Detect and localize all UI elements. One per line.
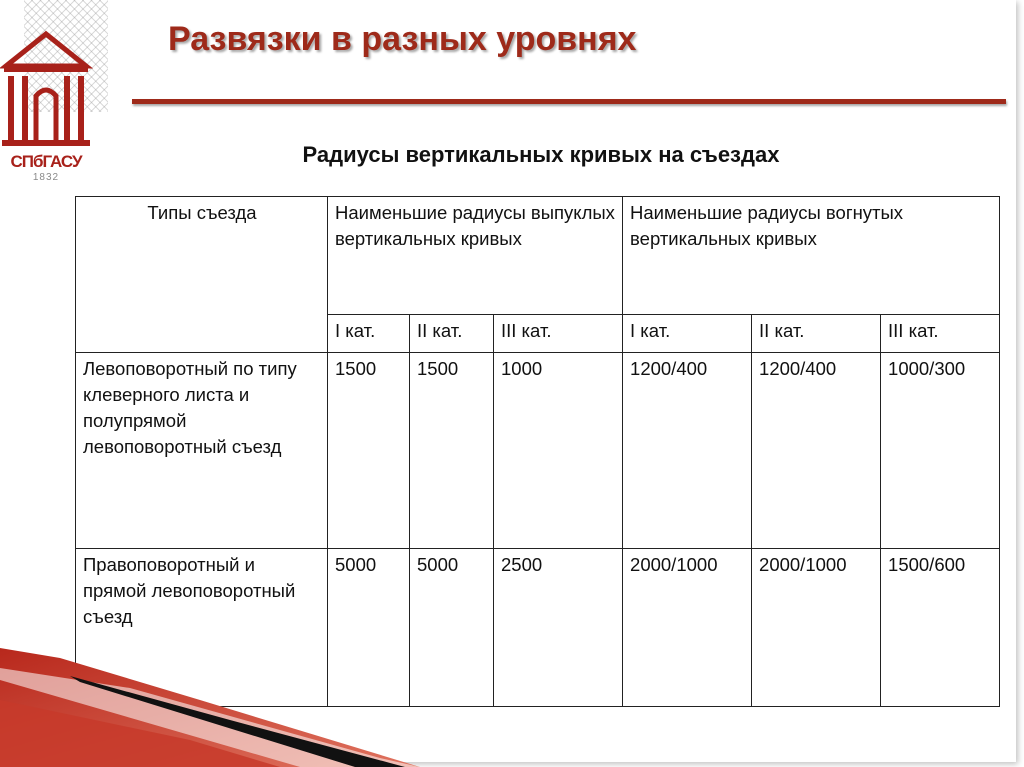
value-cell: 1500 (410, 353, 494, 549)
category-cell: I кат. (623, 315, 752, 353)
category-cell: III кат. (881, 315, 1000, 353)
value-cell: 5000 (410, 549, 494, 707)
category-cell: II кат. (752, 315, 881, 353)
row-type-cell: Левоповоротный по типу клеверного листа и полупрямой левоповоротный съезд (76, 353, 328, 549)
value-cell: 2500 (494, 549, 623, 707)
category-cell: I кат. (328, 315, 410, 353)
table-caption: Радиусы вертикальных кривых на съездах (302, 142, 780, 167)
category-cell: II кат. (410, 315, 494, 353)
header-type-cell: Типы съезда (76, 197, 328, 353)
radii-table (75, 196, 1000, 707)
logo-text: СПбГАСУ (10, 152, 82, 171)
category-cell: III кат. (494, 315, 623, 353)
header-concave-cell: Наименьшие радиусы вогнутых вертикальных кривых (623, 197, 1000, 315)
value-cell: 2000/1000 (752, 549, 881, 707)
value-cell: 1000/300 (881, 353, 1000, 549)
decorative-swoosh (0, 640, 500, 767)
value-cell: 1500/600 (881, 549, 1000, 707)
header-row (76, 197, 1000, 315)
logo-year: 1832 (32, 172, 60, 183)
table-row (76, 353, 1000, 549)
value-cell: 1500 (328, 353, 410, 549)
header-convex-cell: Наименьшие радиусы выпуклых вертикальных кривых (328, 197, 623, 315)
page-title: Развязки в разных уровнях (168, 20, 637, 58)
value-cell: 1200/400 (752, 353, 881, 549)
value-cell: 1200/400 (623, 353, 752, 549)
title-divider (132, 99, 1006, 104)
value-cell: 2000/1000 (623, 549, 752, 707)
value-cell: 1000 (494, 353, 623, 549)
value-cell: 5000 (328, 549, 410, 707)
row-type-cell: Правоповоротный и прямой левоповоротный съезд (76, 549, 328, 707)
